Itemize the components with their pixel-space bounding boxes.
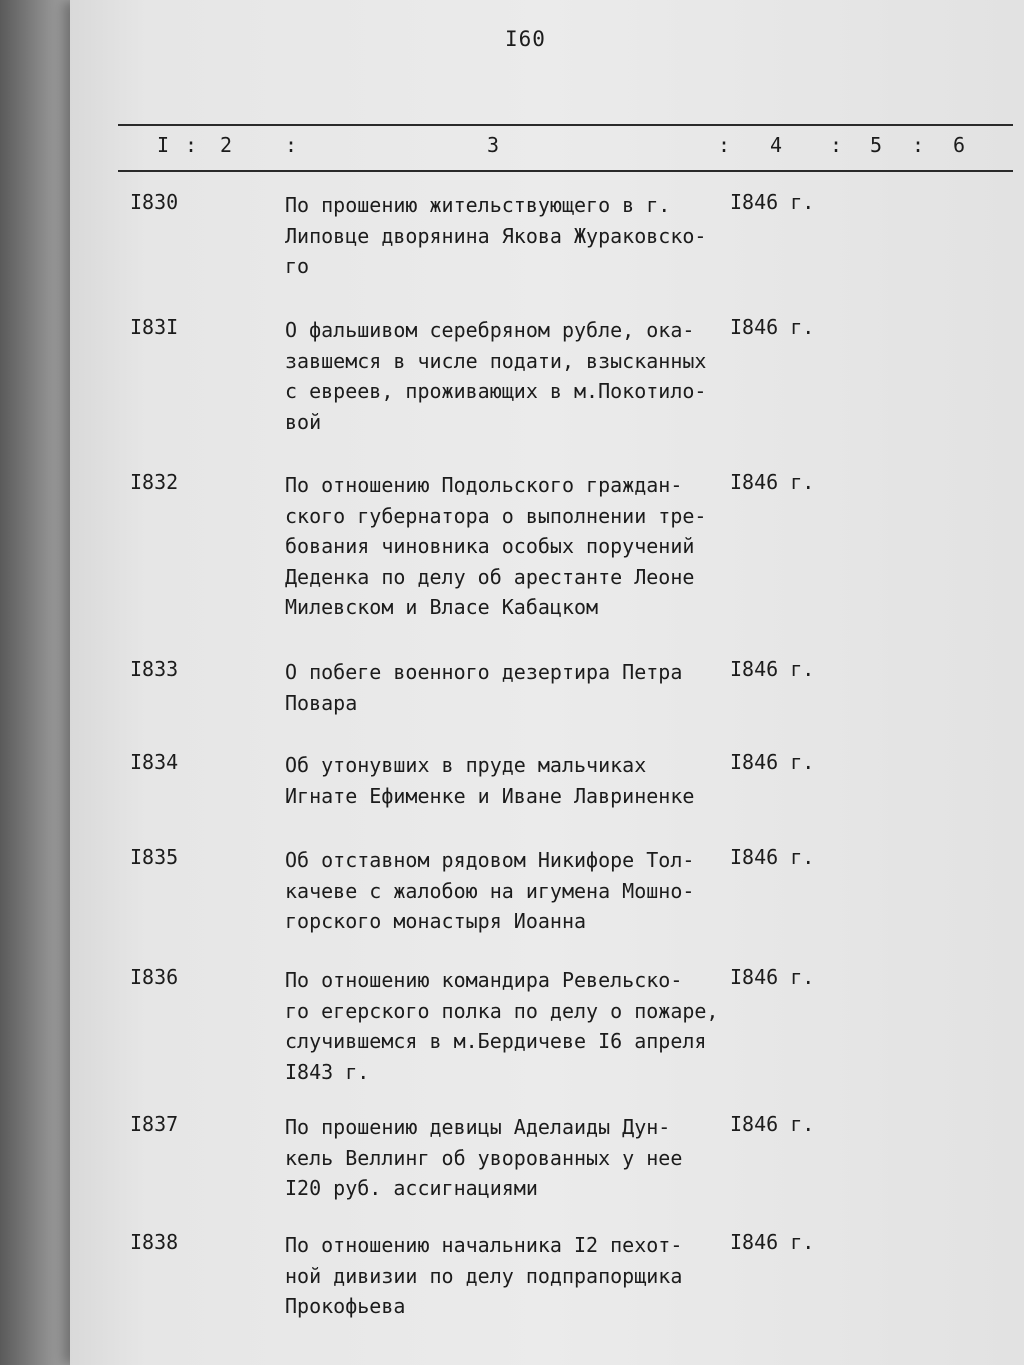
record-description: По отношению начальника I2 пехот- ной дивизии по делу подпрапорщика Прокофьева bbox=[285, 1233, 683, 1318]
record-description: По отношению командира Ревельско- го егерского полка по делу о пожаре, случившемся в м.Бердичеве I6 апреля I843 г. bbox=[285, 968, 719, 1084]
left-page-edge bbox=[0, 0, 72, 1365]
table-header-top-rule bbox=[118, 124, 1013, 126]
record-date: I846 г. bbox=[730, 470, 815, 494]
column-header-4: 4 bbox=[770, 133, 783, 157]
record-date: I846 г. bbox=[730, 1230, 815, 1254]
record-number: I833 bbox=[130, 657, 179, 681]
record-number: I834 bbox=[130, 750, 179, 774]
column-header-1: I bbox=[157, 133, 170, 157]
record-date: I846 г. bbox=[730, 315, 815, 339]
record-number: I836 bbox=[130, 965, 179, 989]
column-header-separator: : bbox=[830, 133, 843, 157]
record-description: По прошению жительствующего в г. Липовце дворянина Якова Жураковско- го bbox=[285, 193, 707, 278]
record-number: I83I bbox=[130, 315, 179, 339]
column-header-3: 3 bbox=[487, 133, 500, 157]
record-date: I846 г. bbox=[730, 1112, 815, 1136]
record-description: О фальшивом серебряном рубле, ока- завшемся в числе подати, взысканных с евреев, проживающих в м.Покотило- вой bbox=[285, 318, 707, 434]
record-description: О побеге военного дезертира Петра Повара bbox=[285, 660, 683, 715]
column-header-separator: : bbox=[718, 133, 731, 157]
record-date: I846 г. bbox=[730, 965, 815, 989]
page-number: I60 bbox=[505, 27, 546, 51]
record-number: I838 bbox=[130, 1230, 179, 1254]
column-header-5: 5 bbox=[870, 133, 883, 157]
record-description: По отношению Подольского граждан- ского губернатора о выполнении тре- бования чиновника особых поручений Деденка по делу об арестанте Леоне Милевском и Власе Кабацком bbox=[285, 473, 707, 619]
record-date: I846 г. bbox=[730, 657, 815, 681]
record-description: Об отставном рядовом Никифоре Тол- качеве с жалобою на игумена Мошно- горского монастыря Иоанна bbox=[285, 848, 695, 933]
record-date: I846 г. bbox=[730, 750, 815, 774]
record-number: I835 bbox=[130, 845, 179, 869]
record-number: I832 bbox=[130, 470, 179, 494]
record-number: I837 bbox=[130, 1112, 179, 1136]
column-header-6: 6 bbox=[953, 133, 966, 157]
column-header-separator: : bbox=[185, 133, 198, 157]
column-header-separator: : bbox=[912, 133, 925, 157]
table-header-bottom-rule bbox=[118, 170, 1013, 172]
record-number: I830 bbox=[130, 190, 179, 214]
record-date: I846 г. bbox=[730, 190, 815, 214]
record-date: I846 г. bbox=[730, 845, 815, 869]
column-header-2: 2 bbox=[220, 133, 233, 157]
column-header-separator: : bbox=[285, 133, 298, 157]
record-description: Об утонувших в пруде мальчиках Игнате Ефименке и Иване Лавриненке bbox=[285, 753, 695, 808]
record-description: По прошению девицы Аделаиды Дун- кель Веллинг об уворованных у нее I20 руб. ассигнациями bbox=[285, 1115, 683, 1200]
